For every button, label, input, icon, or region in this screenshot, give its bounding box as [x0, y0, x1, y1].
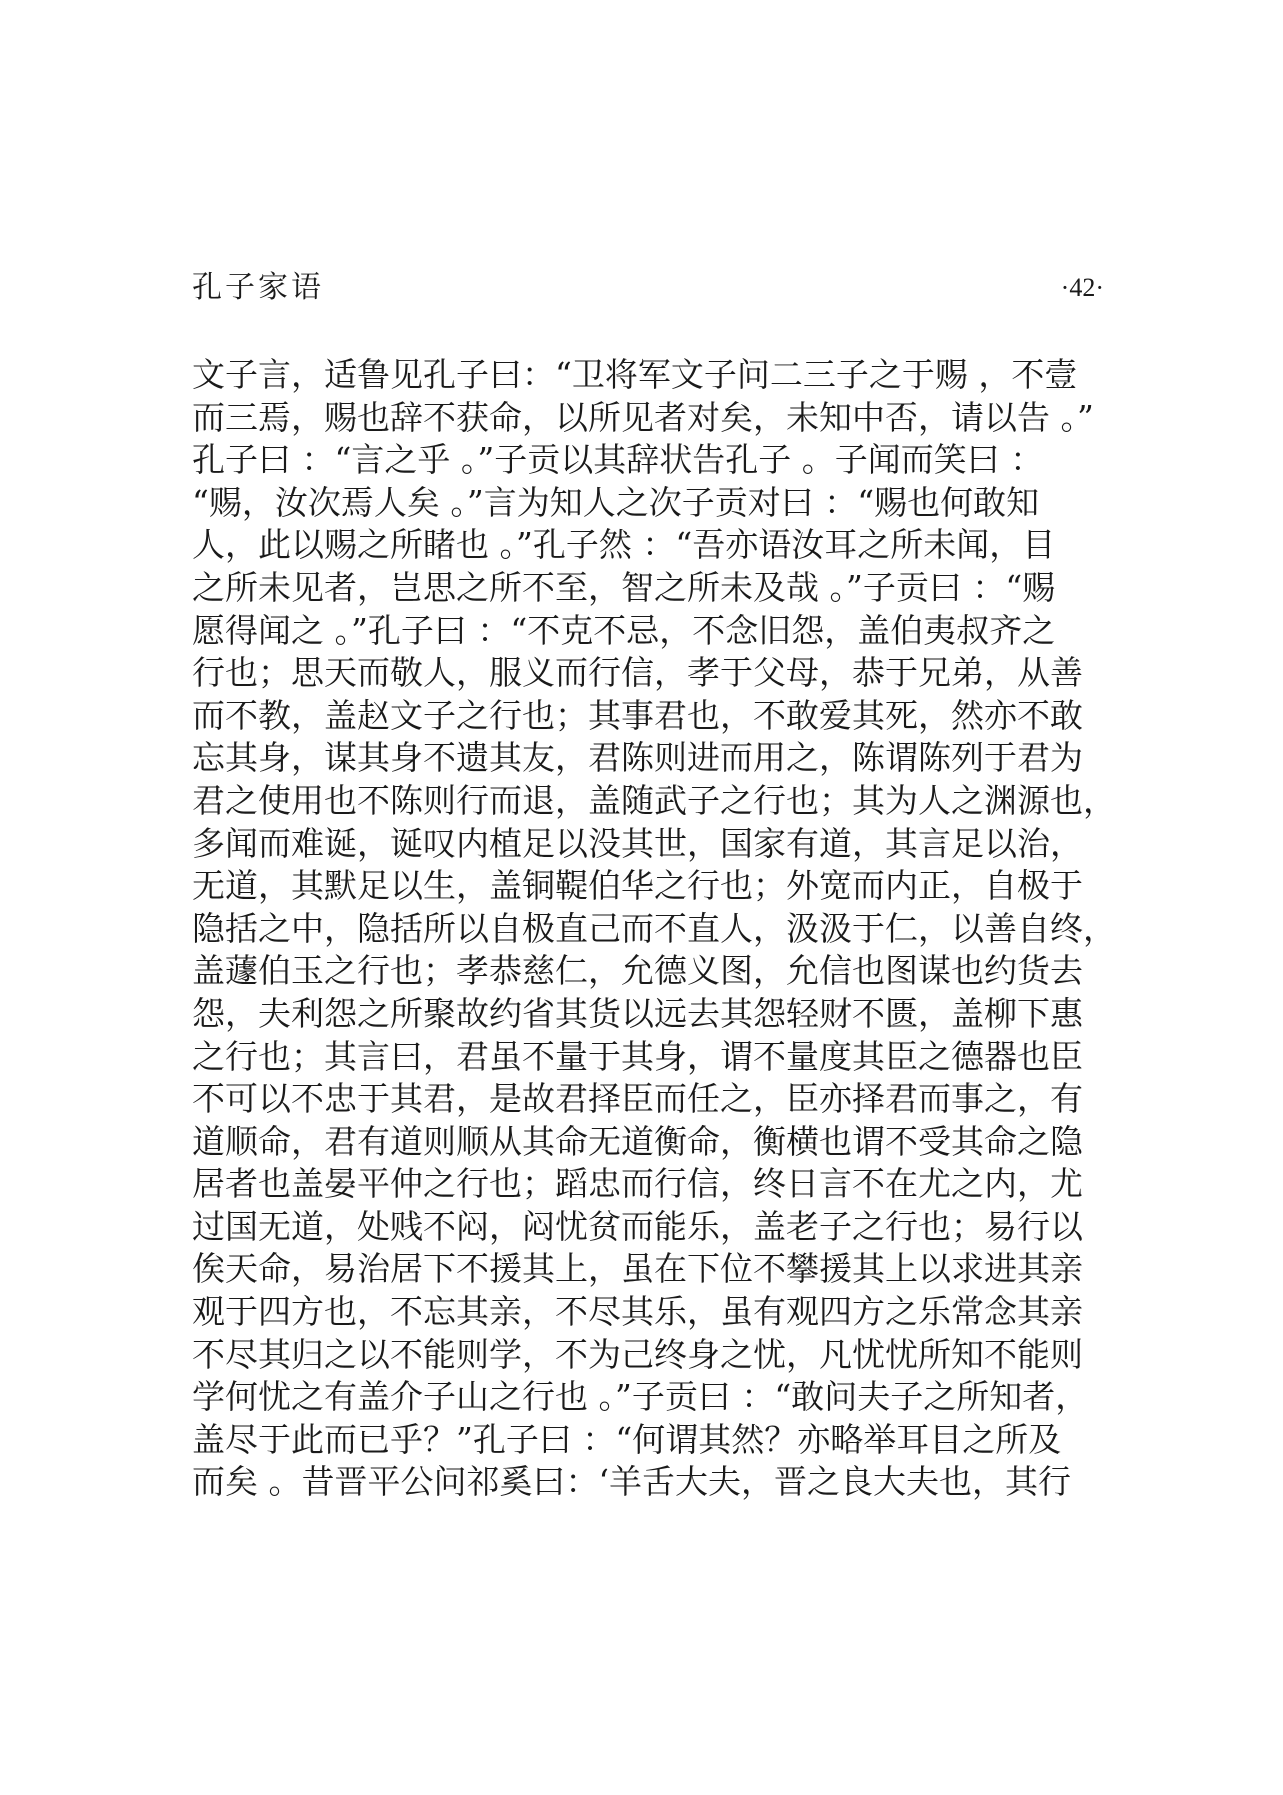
text-line: 而矣 。昔晋平公问祁奚曰：‘羊舌大夫，晋之良大夫也，其行	[192, 1462, 1071, 1502]
text-line: 之所未见者，岂思之所不至，智之所未及哉 。”子贡曰 ：“赐	[192, 567, 1056, 607]
text-line: 道顺命，君有道则顺从其命无道衡命，衡横也谓不受其命之隐	[192, 1121, 1083, 1161]
text-line: 过国无道，处贱不闷，闷忧贫而能乐，盖老子之行也；易行以	[192, 1206, 1083, 1246]
text-line: 不尽其归之以不能则学，不为己终身之忧，凡忧忧所知不能则	[192, 1334, 1083, 1374]
page-number: ·42·	[1060, 273, 1104, 302]
text-line: “赐，汝次焉人矣 。”言为知人之次子贡对曰 ：“赐也何敢知	[192, 482, 1040, 522]
book-title: 孔子家语	[192, 270, 324, 305]
text-line: 盖蘧伯玉之行也；孝恭慈仁，允德义图，允信也图谋也约货去	[192, 951, 1083, 991]
text-line: 文子言，适鲁见孔子曰：“卫将军文子问二三子之于赐 ，不壹	[192, 355, 1078, 394]
text-line: 人，此以赐之所睹也 。”孔子然 ：“吾亦语汝耳之所未闻，目	[192, 525, 1056, 565]
text-line: 不可以不忠于其君，是故君择臣而任之，臣亦择君而事之，有	[192, 1079, 1083, 1119]
text-line: 俟天命，易治居下不援其上，虽在下位不攀援其上以求进其亲	[192, 1249, 1083, 1289]
text-line: 而不教，盖赵文子之行也；其事君也，不敢爱其死，然亦不敢	[192, 695, 1083, 735]
text-line: 观于四方也，不忘其亲，不尽其乐，虽有观四方之乐常念其亲	[192, 1292, 1083, 1332]
text-line: 孔子曰 ：“言之乎 。”子贡以其辞状告孔子 。子闻而笑曰 ：	[192, 440, 1044, 480]
text-line: 盖尽于此而已乎？”孔子曰 ：“何谓其然？亦略举耳目之所及	[192, 1419, 1062, 1459]
text-line: 忘其身，谋其身不遗其友，君陈则进而用之，陈谓陈列于君为	[192, 738, 1083, 778]
text-line: 君之使用也不陈则行而退，盖随武子之行也；其为人之渊源也，	[192, 780, 1116, 820]
page-header	[192, 268, 1104, 308]
text-line: 而三焉，赐也辞不获命，以所见者对矣，未知中否，请以告 。”	[192, 397, 1094, 437]
body-text	[192, 354, 1122, 1504]
text-line: 怨，夫利怨之所聚故约省其货以远去其怨轻财不匮，盖柳下惠	[192, 993, 1083, 1033]
text-line: 学何忧之有盖介子山之行也 。”子贡曰 ：“敢问夫子之所知者，	[192, 1377, 1089, 1417]
text-line: 之行也；其言曰，君虽不量于其身，谓不量度其臣之德器也臣	[192, 1036, 1083, 1076]
text-line: 无道，其默足以生，盖铜鞮伯华之行也；外宽而内正，自极于	[192, 866, 1083, 906]
text-line: 隐括之中，隐括所以自极直己而不直人，汲汲于仁，以善自终，	[192, 908, 1116, 948]
text-line: 愿得闻之 。”孔子曰 ：“不克不忌，不念旧怨，盖伯夷叔齐之	[192, 610, 1056, 650]
text-line: 多闻而难诞，诞叹内植足以没其世，国家有道，其言足以治，	[192, 823, 1083, 863]
text-line: 居者也盖晏平仲之行也；蹈忠而行信，终日言不在尤之内，尤	[192, 1164, 1083, 1204]
text-line: 行也；思天而敬人，服义而行信，孝于父母，恭于兄弟，从善	[192, 653, 1083, 693]
